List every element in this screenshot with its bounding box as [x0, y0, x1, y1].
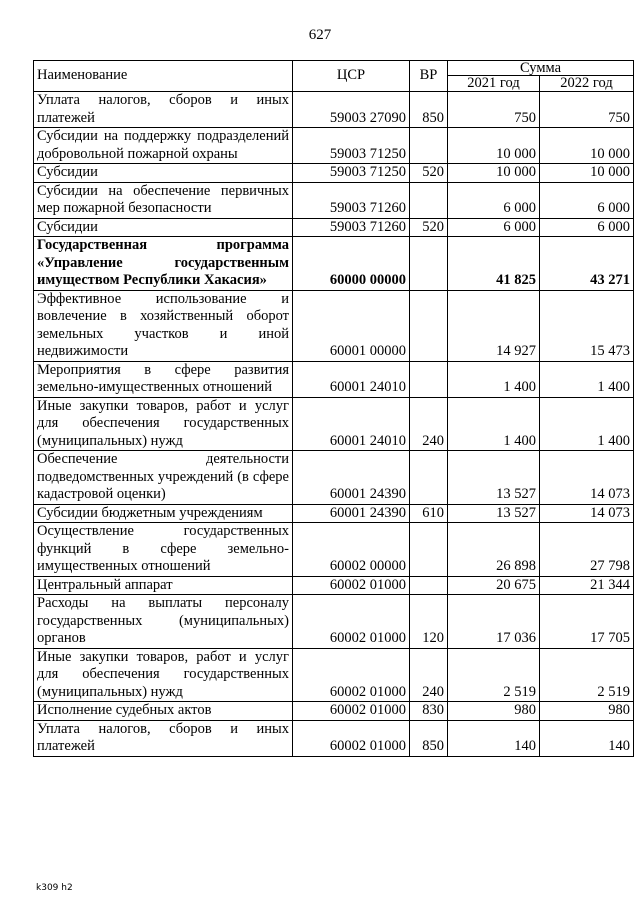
- row-vr: 240: [410, 397, 448, 451]
- table-row: [34, 164, 634, 183]
- header-csr: ЦСР: [293, 61, 410, 92]
- row-sum-2021: 14 927: [448, 290, 540, 361]
- table-row: [34, 92, 634, 128]
- row-vr: 520: [410, 218, 448, 237]
- table-row: [34, 128, 634, 164]
- row-sum-2021: 17 036: [448, 595, 540, 649]
- row-sum-2021: 140: [448, 720, 540, 756]
- row-vr: 520: [410, 164, 448, 183]
- row-name: Эффективное использование и вовлечение в хозяйственный оборот земельных участков и иной недвижимости: [34, 290, 293, 361]
- row-sum-2022: 1 400: [540, 397, 634, 451]
- table-row: [34, 290, 634, 361]
- header-year-2021: 2021 год: [448, 76, 540, 92]
- row-sum-2021: 2 519: [448, 648, 540, 702]
- row-sum-2021: 6 000: [448, 218, 540, 237]
- table-row: [34, 576, 634, 595]
- row-name: Государственная программа «Управление государственным имуществом Республики Хакасия»: [34, 237, 293, 291]
- row-vr: 240: [410, 648, 448, 702]
- header-year-2022: 2022 год: [540, 76, 634, 92]
- row-sum-2022: 17 705: [540, 595, 634, 649]
- row-sum-2021: 10 000: [448, 128, 540, 164]
- row-name: Уплата налогов, сборов и иных платежей: [34, 92, 293, 128]
- table-row: [34, 218, 634, 237]
- row-vr: [410, 290, 448, 361]
- row-sum-2022: 15 473: [540, 290, 634, 361]
- row-vr: [410, 361, 448, 397]
- row-csr: 59003 71260: [293, 182, 410, 218]
- row-name: Мероприятия в сфере развития земельно-имущественных отношений: [34, 361, 293, 397]
- row-name: Субсидии: [34, 164, 293, 183]
- row-csr: 60000 00000: [293, 237, 410, 291]
- table-row: [34, 182, 634, 218]
- row-sum-2022: 14 073: [540, 504, 634, 523]
- row-csr: 60002 01000: [293, 595, 410, 649]
- page-number: 627: [308, 27, 332, 43]
- row-csr: 60001 24390: [293, 504, 410, 523]
- row-csr: 59003 71260: [293, 218, 410, 237]
- row-sum-2021: 10 000: [448, 164, 540, 183]
- header-name: Наименование: [34, 61, 293, 92]
- row-vr: 610: [410, 504, 448, 523]
- row-name: Иные закупки товаров, работ и услуг для обеспечения государственных (муниципальных) нужд: [34, 648, 293, 702]
- table-row: [34, 397, 634, 451]
- table-row: [34, 523, 634, 577]
- row-sum-2022: 750: [540, 92, 634, 128]
- row-sum-2021: 41 825: [448, 237, 540, 291]
- row-vr: [410, 237, 448, 291]
- row-csr: 60002 01000: [293, 576, 410, 595]
- row-csr: 60002 01000: [293, 648, 410, 702]
- row-vr: 120: [410, 595, 448, 649]
- table-row: [34, 361, 634, 397]
- row-name: Обеспечение деятельности подведомственных учреждений (в сфере кадастровой оценки): [34, 451, 293, 505]
- row-csr: 59003 27090: [293, 92, 410, 128]
- row-sum-2022: 6 000: [540, 218, 634, 237]
- row-sum-2022: 14 073: [540, 451, 634, 505]
- row-sum-2021: 26 898: [448, 523, 540, 577]
- row-sum-2021: 20 675: [448, 576, 540, 595]
- row-name: Иные закупки товаров, работ и услуг для обеспечения государственных (муниципальных) нужд: [34, 397, 293, 451]
- row-csr: 60002 01000: [293, 720, 410, 756]
- row-sum-2022: 10 000: [540, 128, 634, 164]
- row-vr: [410, 523, 448, 577]
- footer-code: k309 h2: [36, 883, 73, 893]
- row-sum-2022: 43 271: [540, 237, 634, 291]
- row-csr: 60002 01000: [293, 702, 410, 721]
- row-sum-2022: 6 000: [540, 182, 634, 218]
- row-csr: 60002 00000: [293, 523, 410, 577]
- table-body: [34, 92, 634, 757]
- header-vr: ВР: [410, 61, 448, 92]
- row-vr: [410, 182, 448, 218]
- row-sum-2021: 13 527: [448, 504, 540, 523]
- row-name: Субсидии бюджетным учреждениям: [34, 504, 293, 523]
- row-name: Расходы на выплаты персоналу государственных (муниципальных) органов: [34, 595, 293, 649]
- row-sum-2021: 13 527: [448, 451, 540, 505]
- row-sum-2022: 980: [540, 702, 634, 721]
- row-sum-2021: 1 400: [448, 397, 540, 451]
- row-sum-2021: 980: [448, 702, 540, 721]
- row-vr: 850: [410, 92, 448, 128]
- row-csr: 59003 71250: [293, 164, 410, 183]
- row-name: Центральный аппарат: [34, 576, 293, 595]
- row-csr: 59003 71250: [293, 128, 410, 164]
- table-header: [34, 61, 634, 92]
- header-sum: Сумма: [448, 61, 634, 76]
- table-row: [34, 237, 634, 291]
- row-name: Исполнение судебных актов: [34, 702, 293, 721]
- row-sum-2021: 1 400: [448, 361, 540, 397]
- row-name: Уплата налогов, сборов и иных платежей: [34, 720, 293, 756]
- row-sum-2022: 10 000: [540, 164, 634, 183]
- row-vr: [410, 576, 448, 595]
- table-row: [34, 720, 634, 756]
- row-csr: 60001 00000: [293, 290, 410, 361]
- row-sum-2022: 27 798: [540, 523, 634, 577]
- row-csr: 60001 24010: [293, 361, 410, 397]
- table-row: [34, 595, 634, 649]
- row-name: Субсидии на поддержку подразделений добровольной пожарной охраны: [34, 128, 293, 164]
- row-csr: 60001 24390: [293, 451, 410, 505]
- row-sum-2021: 6 000: [448, 182, 540, 218]
- row-sum-2022: 140: [540, 720, 634, 756]
- row-csr: 60001 24010: [293, 397, 410, 451]
- table-row: [34, 702, 634, 721]
- table-row: [34, 451, 634, 505]
- row-sum-2022: 2 519: [540, 648, 634, 702]
- table-row: [34, 504, 634, 523]
- row-vr: [410, 451, 448, 505]
- row-sum-2021: 750: [448, 92, 540, 128]
- row-sum-2022: 21 344: [540, 576, 634, 595]
- row-vr: 850: [410, 720, 448, 756]
- row-name: Субсидии на обеспечение первичных мер пожарной безопасности: [34, 182, 293, 218]
- row-sum-2022: 1 400: [540, 361, 634, 397]
- table-row: [34, 648, 634, 702]
- row-vr: [410, 128, 448, 164]
- row-vr: 830: [410, 702, 448, 721]
- budget-table: [33, 60, 634, 757]
- row-name: Осуществление государственных функций в сфере земельно-имущественных отношений: [34, 523, 293, 577]
- row-name: Субсидии: [34, 218, 293, 237]
